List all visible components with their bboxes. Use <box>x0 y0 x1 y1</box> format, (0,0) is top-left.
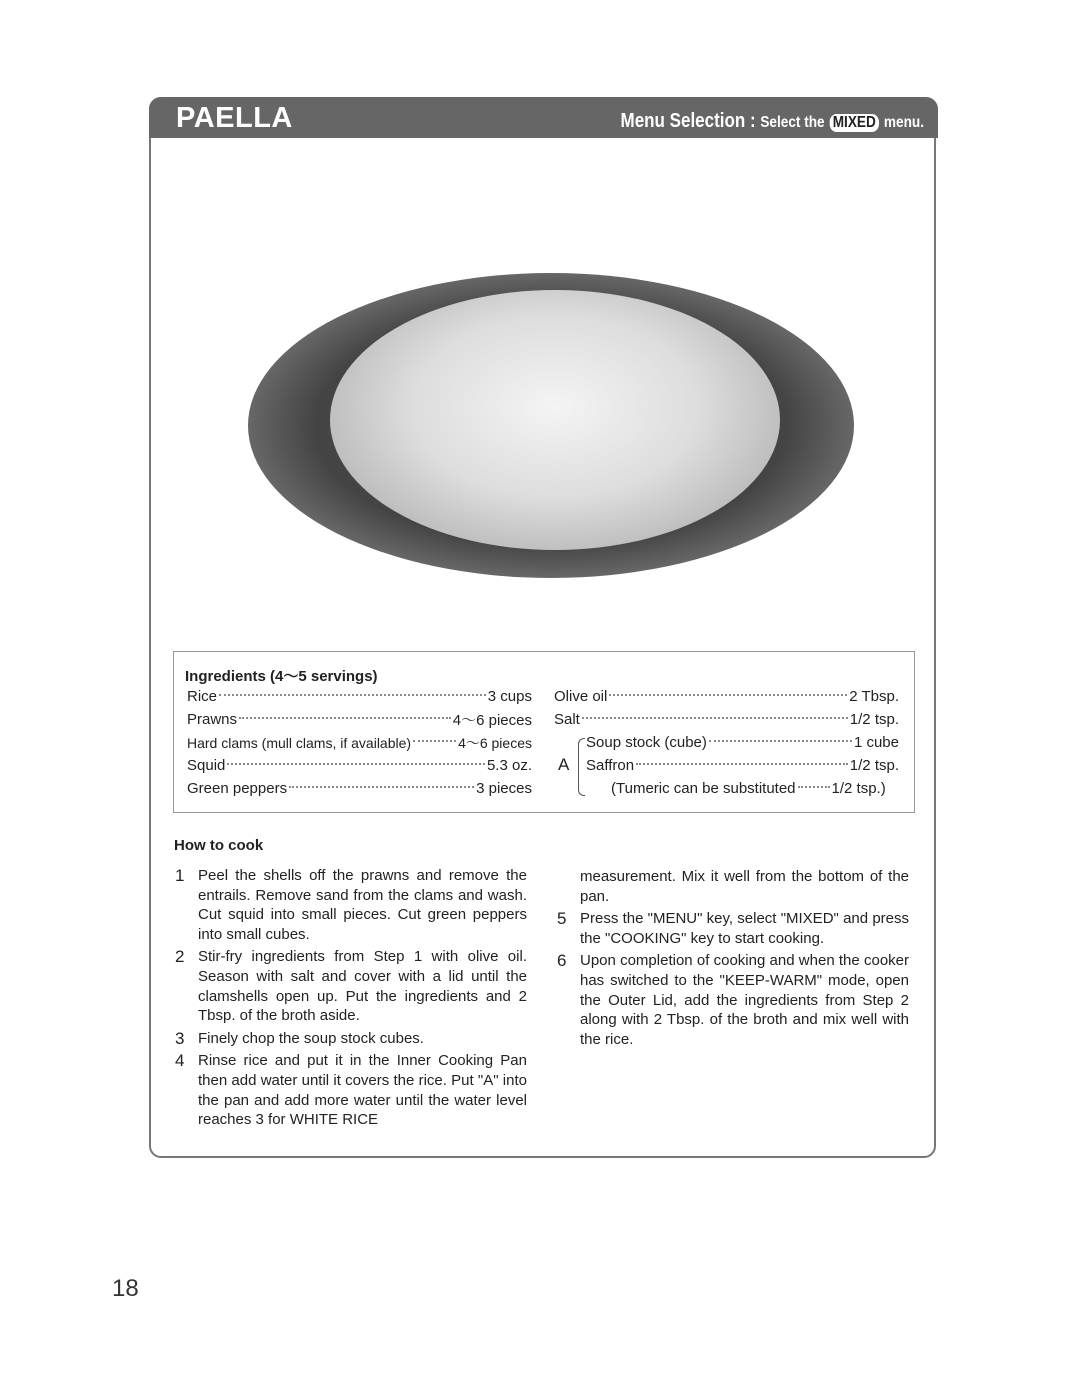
step-text: Stir-fry ingredients from Step 1 with olive oil. Season with salt and cover with a lid until the clamshells open up. Put the ingredients and 2 Tbsp. of the broth aside. <box>198 948 527 1025</box>
ingredient-row <box>187 754 532 777</box>
step-text: measurement. Mix it well from the bottom of the pan. <box>580 868 909 905</box>
ingredient-name: Prawns <box>187 711 238 728</box>
ingredient-qty: 2 Tbsp. <box>849 688 899 705</box>
step-number: 2 <box>175 947 185 967</box>
how-to-cook-heading: How to cook <box>174 837 264 854</box>
group-bracket <box>578 738 585 796</box>
ingredient-qty: 1/2 tsp. <box>849 757 899 774</box>
menu-text: menu. <box>883 114 924 131</box>
ingredient-name: Green peppers <box>187 780 288 797</box>
step-number: 6 <box>557 951 567 971</box>
mixed-badge: MIXED <box>829 114 879 132</box>
step-number: 1 <box>175 866 185 885</box>
menu-selection-label: Menu Selection : <box>620 110 756 132</box>
ingredient-qty: 5.3 oz. <box>486 757 532 774</box>
ingredient-name: Saffron <box>586 757 635 774</box>
step <box>175 1051 527 1129</box>
step-number: 4 <box>175 1051 185 1071</box>
ingredients-left <box>187 685 532 800</box>
ingredient-name: Soup stock (cube) <box>586 734 707 751</box>
select-the-text: Select the <box>760 114 825 131</box>
ingredient-qty: 1 cube <box>853 734 899 751</box>
ingredient-row <box>554 754 899 777</box>
step-text: Finely chop the soup stock cubes. <box>198 1029 424 1047</box>
group-label: A <box>558 755 570 774</box>
ingredient-row <box>554 777 899 800</box>
menu-selection <box>621 110 924 133</box>
ingredient-name: Olive oil <box>554 688 608 705</box>
ingredient-row <box>554 731 899 754</box>
step-continuation <box>557 867 909 906</box>
ingredient-qty: 1/2 tsp. <box>849 711 899 728</box>
paella-rice <box>330 290 780 550</box>
page-number: 18 <box>112 1275 139 1302</box>
ingredient-qty: 3 cups <box>487 688 532 705</box>
ingredient-name: Rice <box>187 688 218 705</box>
ingredient-qty: 1/2 tsp.) <box>831 780 886 797</box>
ingredient-qty: 4～6 pieces <box>458 734 532 751</box>
ingredient-row <box>187 708 532 731</box>
step-text: Rinse rice and put it in the Inner Cooking Pan then add water until it covers the rice. Put "A" into the pan and add more water until the water level reaches 3 for WHITE RICE <box>198 1052 527 1129</box>
steps-left <box>175 866 527 1133</box>
step <box>557 909 909 948</box>
ingredient-row <box>554 685 899 708</box>
step <box>175 1029 527 1049</box>
ingredient-name: Hard clams (mull clams, if available) <box>187 734 412 751</box>
step-text: Upon completion of cooking and when the cooker has switched to the "KEEP-WARM" mode, open the Outer Lid, add the ingredients from Step 2 along with 2 Tbsp. of the broth and mix well with the rice. <box>580 952 909 1048</box>
step-number: 5 <box>557 909 567 929</box>
ingredients-right <box>554 685 899 800</box>
steps-right <box>557 867 909 1052</box>
ingredient-row <box>187 777 532 800</box>
step <box>175 947 527 1025</box>
step-text: Peel the shells off the prawns and remove the entrails. Remove sand from the clams and wash. Cut squid into small pieces. Cut green peppers into small cubes. <box>198 867 527 943</box>
ingredient-row <box>187 685 532 708</box>
ingredient-qty: 4～6 pieces <box>452 712 532 729</box>
ingredient-name: Squid <box>187 757 226 774</box>
ingredient-row <box>554 708 899 731</box>
ingredient-qty: 3 pieces <box>476 780 532 797</box>
ingredient-row <box>187 731 532 754</box>
ingredient-name: Salt <box>554 711 580 728</box>
step <box>175 866 527 944</box>
step-number: 3 <box>175 1028 185 1048</box>
ingredients-heading: Ingredients (4～5 servings) <box>185 668 378 685</box>
recipe-title: PAELLA <box>176 102 293 134</box>
step-text: Press the "MENU" key, select "MIXED" and press the "COOKING" key to start cooking. <box>580 910 909 947</box>
step <box>557 951 909 1049</box>
ingredient-name: (Tumeric can be substituted <box>611 780 796 797</box>
